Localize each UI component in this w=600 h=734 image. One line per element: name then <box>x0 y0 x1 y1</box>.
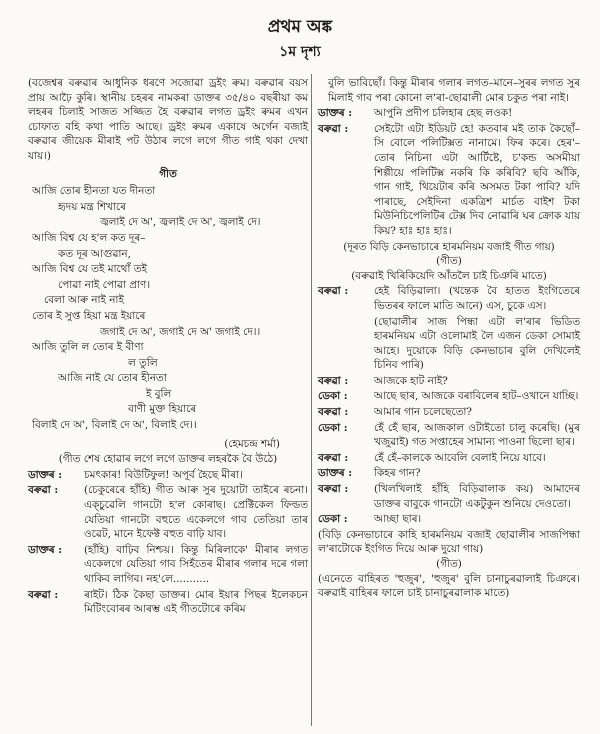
song-block <box>28 167 308 434</box>
song-line: আজি নাই যে তোৰ হীনতা <box>58 372 167 385</box>
dialogue-line <box>318 451 580 466</box>
dialogue-text: হেঁ হেঁ–কালকে আবেলি বেলাই নিয়ে যাবে। <box>374 451 546 464</box>
dialogue-text: আজকে হাট নাই? <box>374 374 448 387</box>
dialogue-line <box>28 543 308 587</box>
song-line: বাণী মুক্ত হিয়াৰে <box>128 403 197 416</box>
dialogue-line <box>28 483 308 541</box>
song-line: আজি বিশ্ব যে হ'ল কত দূৰ– <box>32 231 146 244</box>
song-line: কত দূৰ আগুৱান, <box>58 247 131 260</box>
dialogue-text: সেইটো এটা ইডিয়ট হে! কতবাৰ মই তাক কৈছোঁ–সি বোলে পলিটিক্সত নানামে। ফিৰ কৰে। হেৰ'–তোৰ নিচিনা এটা আৰ্টিষ্টে, চ'কন্ড অসমীয়া শিল্পীয়ে পলিটিক্স নকৰি কি কৰিবি? ছবি আঁকি, গান গাই, থিয়েটাৰ কৰি অসমত টকা পাবি? যদি পাৰাছে, সেইদিনা একত্ৰিশ মাৰ্চত বাইশ টকা মিউনিচিপেলিটিৰ টেক্স দিব নোৱাৰি ঘৰ ক্ৰোক যায় কিয়? হাঃ হাঃ হাঃ। <box>374 122 580 237</box>
dialogue-line <box>318 512 580 527</box>
song-line: তোৰ ই সুপ্ত হিয়া মন্ত্ৰ ইয়াৰে <box>32 309 146 322</box>
song-line: বিলাই দে অ', বিলাই দে অ', বিলাই দে।। <box>32 419 197 432</box>
song-line: জগাই দে অ', জগাই দে অ' জগাই দে।। <box>100 325 261 338</box>
song-heading: গীত <box>159 167 177 180</box>
stage-direction: (ছোৱালীৰ সাজ পিন্ধা এটা ল'ৰাৰ ভিডিত হাৰমনিয়ম এটা ওলোমাই লৈ এজন ডেকা সোমাই আহে। দুয়োকে বিড়ি কেনভাচাৰ বুলি দেখিলেই চিনিব পাৰি) <box>374 315 580 372</box>
dialogue-text: চমৎকাৰ! বিউটিফুল! অপূৰ্ব হৈছে মীৰা। <box>84 468 243 481</box>
speaker-name: ডেকা : <box>318 389 374 404</box>
dialogue-text: আপুনি প্ৰদীপ চলিহাৰ হেছ লওক! <box>374 107 513 120</box>
speaker-name: ডাক্তৰ : <box>28 468 84 483</box>
column-divider <box>311 74 312 726</box>
dialogue-line <box>318 466 580 481</box>
stage-direction: (এনেতে বাহিৰত 'হুজুৰ', 'হুজুৰ' বুলি চানাচুৰৱালাই চিঞৰে। বৰুৱাই বাহিৰৰ ফালে চাই চানাচুৰৱালাক মাতে) <box>318 572 580 600</box>
speaker-name: ডাক্তৰ : <box>318 106 374 121</box>
song-line: জ্বলাই দে অ', জ্বলাই দে অ', জ্বলাই দে। <box>100 216 261 229</box>
dialogue-line <box>318 284 580 313</box>
speaker-name: বৰুৱা : <box>28 588 84 617</box>
stage-direction: (গীত শেষ হোৱাৰ লগে লগে ডাক্তৰ লহৰকৈ বৈ উঠে) <box>58 453 278 466</box>
dialogue-line <box>28 588 308 617</box>
dialogue-text: আমাৰ গান চলেছেতো? <box>374 406 472 419</box>
stage-direction: (বজেশ্বৰ বৰুৱাৰ আধুনিক ধৰণে সজোৱা ড্ৰইং ৰুম। বৰুৱাৰ বয়স প্ৰায় আঢ়ৈ কুৰি। স্থানীয় চহৰৰ নামকৰা ডাক্তৰ ৩৫/৪০ বছৰীয়া কম লহৰৰ চিলাই সাজত সজ্জিত হৈ বৰুৱাৰ লগত ড্ৰইং ৰুমৰ এখন চোফাত বহি কথা পাতি আছে। ড্ৰইং ৰুমৰ একাষে অৰ্গেন বজাই বৰুৱাৰ জীয়েক মীৰাই পট উঠাৰ লগে লগে গীত গাই থকা দেখা যায়।) <box>28 77 308 162</box>
dialogue-text: (চেকুৰেৰে হাঁহি) গীত আৰু সুৰ দুয়োটা তাইৰে ৰচনা। এক্চুৱেলি গানটো হ'ল কোৰাছ। প্ৰেক্টিকেল ফিল্ডত যেতিয়া গানটো বহুতে একেলগে গাব তেতিয়া তাৰ ওৱেট, মানে ইফেক্ট বহুত বাঢ়ি যাব। <box>84 484 308 541</box>
speaker-name: ডাক্তৰ : <box>318 466 374 481</box>
dialogue-text: আছে ছাৰ, আজকে বৰাবিলেৰ হাট–ওখানে যাচ্ছি। <box>374 390 579 403</box>
speaker-name: বৰুৱা : <box>318 451 374 466</box>
song-line: আজি বিশ্ব যে তই মাথোঁ তই <box>32 263 147 276</box>
song-line: বেলা আৰু নাই নাই <box>44 294 124 307</box>
dialogue-text: (হাঁহি) বাঢ়িব নিশ্চয়। কিন্তু মিৰিলাকে' মীৰাৰ লগত একেলগে যেতিয়া গাব সিহঁতেৰ মীৰাৰ গলাৰ দৰে গলা থাকিব লাগিব। নহ'লে........... <box>84 543 308 585</box>
speaker-name: বৰুৱা : <box>318 374 374 389</box>
song-credit: (হেমচন্দ্ৰ শৰ্মা) <box>224 437 280 450</box>
dialogue-line <box>318 106 580 121</box>
stage-direction: (বিড়ি কেনভাচাৰে কাহি হাৰমনিয়ম বজাই ছোৱালীৰ সাজপিন্ধা ল'ৰাটোকে ইংগিত দিয়ে আৰু দুয়ো গায়) <box>318 528 580 556</box>
dialogue-continuation: বুলি ভাবিছোঁ। কিন্তু মীৰাৰ গলাৰ লগত–মানে–সুৰৰ লগত সুৰ মিলাই গাব পৰা কোনো ল'ৰা-ছোৱালী মোৰ চকুত পৰা নাই। <box>328 77 580 104</box>
dialogue-line <box>28 468 308 483</box>
song-line: আজি তোৰ হীনতা যত দীনতা <box>32 185 156 198</box>
song-line: আজি তুলি ল তোৰ ই বীণা <box>32 341 144 354</box>
dialogue-line <box>318 421 580 450</box>
song-line: পোৱা নাই পোৱা প্ৰাণ। <box>58 278 151 291</box>
song-line: ই বুলি <box>146 387 172 400</box>
speaker-name: বৰুৱা : <box>318 122 374 239</box>
song-line: ল তুলি <box>128 356 158 369</box>
speaker-name: বৰুৱা : <box>318 482 374 511</box>
song-line: হৃদয় মন্ত্ৰ শিখাৰে <box>58 200 126 213</box>
dialogue-text: ৰাইট। ঠিক কৈছা ডাক্তৰ। মোৰ ইয়াৰ পিছৰ ইলেকচন মিটিংবোৰৰ আৰম্ভ এই গীতটোৰে কৰিম <box>84 588 308 616</box>
dialogue-text: হেই বিড়িৱালা। (খন্তেক বৈ হাতত ইংগিতেৰে ভিতৰৰ ফালে মাতি আনে) এস, চুকে এস। <box>374 285 580 312</box>
dialogue-line <box>318 122 580 239</box>
dialogue-text: আচ্ছা ছাৰ। <box>374 513 422 526</box>
stage-direction: (দূৰত বিড়ি কেনভাচাৰে হাৰমনিয়ম বজাই গীত গায়) <box>343 240 555 253</box>
speaker-name: বৰুৱা : <box>28 483 84 541</box>
dialogue-text: হেঁ হেঁ ছাৰ, আজকাল ওটাইতো চালু কৰেছি। (মুৰ খজুৱাই) গত সপ্তাহেৰ সামান্য পাওনা ছিলো ছাৰ। <box>374 421 580 449</box>
page-title: প্ৰথম অঙ্ক <box>267 17 333 37</box>
speaker-name: বৰুৱা : <box>318 284 374 313</box>
dialogue-text: (খিলখিলাই হাঁহি বিড়িৱালাক কয়) আমাদেৰ ডাক্তৰ বাবুকে গানটো একটুকুন শুনিয়ে দেওতো। <box>374 483 580 510</box>
scene-subtitle: ১ম দৃশ্য <box>279 44 321 60</box>
stage-direction: (বৰুৱাই খিৰিকিয়েদি আঁতলৈ চাই চিঞৰি মাতে) <box>351 269 547 282</box>
dialogue-line <box>318 389 580 404</box>
right-column <box>318 76 580 601</box>
left-column <box>28 76 308 618</box>
dialogue-line <box>318 374 580 389</box>
dialogue-line <box>318 405 580 420</box>
song-marker: (গীত) <box>436 558 462 570</box>
speaker-name: বৰুৱা : <box>318 405 374 420</box>
speaker-name: ডাক্তৰ : <box>28 543 84 587</box>
dialogue-line <box>318 482 580 511</box>
speaker-name: ডেকা : <box>318 421 374 450</box>
dialogue-text: কিহৰ গান? <box>374 467 421 480</box>
speaker-name: ডেকা : <box>318 512 374 527</box>
song-marker: (গীত) <box>436 255 462 268</box>
